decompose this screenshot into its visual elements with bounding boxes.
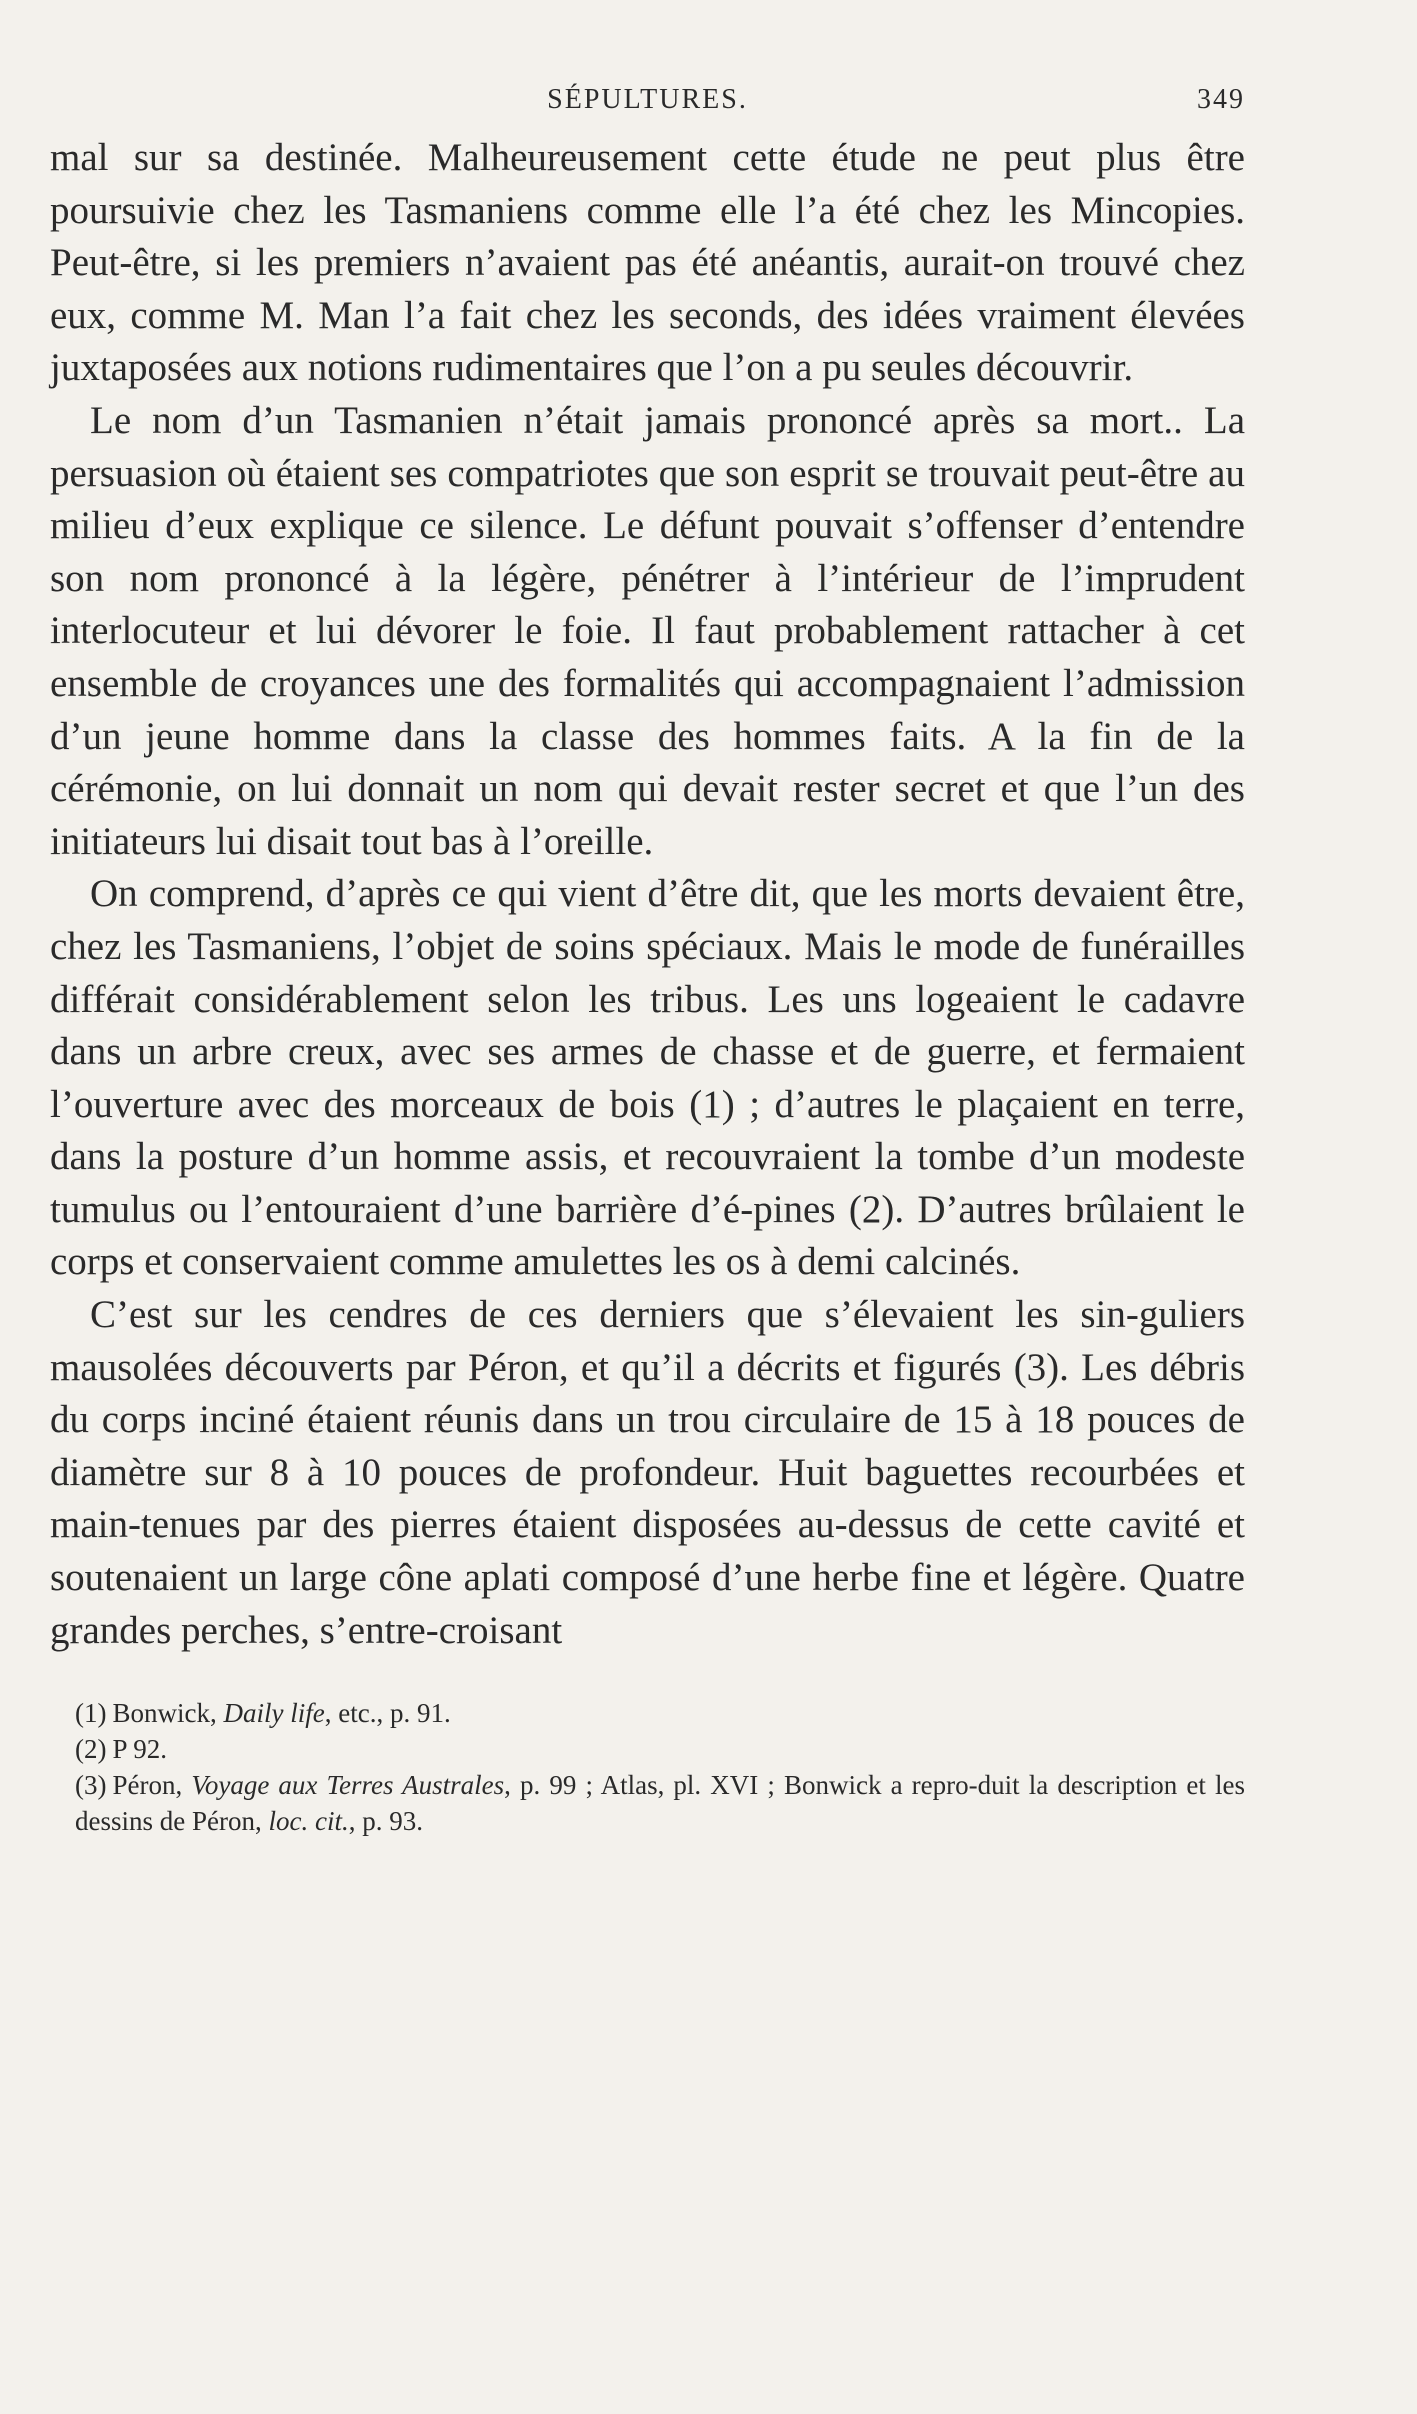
page-number: 349 (1197, 84, 1245, 115)
footnote-marker: (2) (75, 1734, 107, 1765)
footnote-text: P 92. (112, 1734, 167, 1765)
footnote-text: , p. 93. (348, 1806, 423, 1837)
footnote-title: loc. cit. (268, 1806, 349, 1837)
footnote-2 (50, 1731, 1245, 1767)
running-title: SÉPULTURES. (547, 84, 748, 115)
footnote-title: Daily life (223, 1698, 325, 1729)
footnote-title: Voyage aux Terres Australes (191, 1770, 505, 1801)
footnote-marker: (1) (75, 1698, 107, 1729)
footnote-marker: (3) (75, 1770, 107, 1801)
running-header (50, 84, 1245, 124)
footnote-text: , p. 99 ; Atlas, pl. XVI ; Bonwick a repro-duit la description et les dessins de Péron, (75, 1770, 1245, 1837)
footnotes (50, 1695, 1245, 1839)
paragraph-3: On comprend, d’après ce qui vient d’être dit, que les morts devaient être, chez les Tasmaniens, l’objet de soins spéciaux. Mais le mode de funérailles différait considérablement selon les tribus. Les uns logeaient le cadavre dans un arbre creux, avec ses armes de chasse et de guerre, et fermaient l’ouverture avec des morceaux de bois (1) ; d’autres le plaçaient en terre, dans la posture d’un homme assis, et recouvraient la tombe d’un modeste tumulus ou l’entouraient d’une barrière d’é-pines (2). D’autres brûlaient le corps et conservaient comme amulettes les os à demi calcinés. (50, 872, 1245, 1284)
footnote-1 (50, 1695, 1245, 1731)
paragraph-4: C’est sur les cendres de ces derniers que s’élevaient les sin-guliers mausolées découverts par Péron, et qu’il a décrits et figurés (3). Les débris du corps inciné étaient réunis dans un trou circulaire de 15 à 18 pouces de diamètre sur 8 à 10 pouces de profondeur. Huit baguettes recourbées et main-tenues par des pierres étaient disposées au-dessus de cette cavité et soutenaient un large cône aplati composé d’une herbe fine et légère. Quatre grandes perches, s’entre-croisant (50, 1293, 1245, 1652)
page (50, 84, 1245, 1839)
footnote-text: , etc., p. 91. (324, 1698, 451, 1729)
paragraph-1: mal sur sa destinée. Malheureusement cette étude ne peut plus être poursuivie chez les Tasmaniens comme elle l’a été chez les Mincopies. Peut-être, si les premiers n’avaient pas été anéantis, aurait-on trouvé chez eux, comme M. Man l’a fait chez les seconds, des idées vraiment élevées juxtaposées aux notions rudimentaires que l’on a pu seules découvrir. (50, 136, 1245, 390)
paragraph-2: Le nom d’un Tasmanien n’était jamais prononcé après sa mort.. La persuasion où étaient ses compatriotes que son esprit se trouvait peut-être au milieu d’eux explique ce silence. Le défunt pouvait s’offenser d’entendre son nom prononcé à la légère, pénétrer à l’intérieur de l’imprudent interlocuteur et lui dévorer le foie. Il faut probablement rattacher à cet ensemble de croyances une des formalités qui accompagnaient l’admission d’un jeune homme dans la classe des hommes faits. A la fin de la cérémonie, on lui donnait un nom qui devait rester secret et que l’un des initiateurs lui disait tout bas à l’oreille. (50, 398, 1245, 863)
body-text (50, 132, 1245, 1657)
footnote-text: Bonwick, (112, 1698, 224, 1729)
footnote-3 (50, 1767, 1245, 1839)
footnote-text: Péron, (112, 1770, 192, 1801)
